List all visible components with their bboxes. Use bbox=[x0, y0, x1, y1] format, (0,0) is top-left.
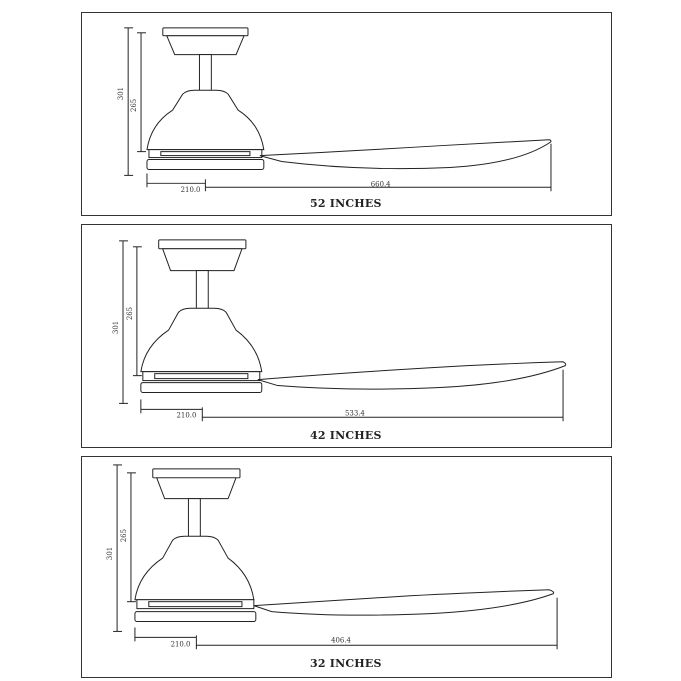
size-caption-42: 42 INCHES bbox=[310, 429, 382, 442]
blade-length-label: 660.4 bbox=[370, 180, 391, 189]
blade-length-label: 406.4 bbox=[331, 636, 351, 645]
hub-width-label: 210.0 bbox=[170, 640, 191, 649]
fan-drawing-52 bbox=[82, 13, 611, 215]
outer-height-label: 301 bbox=[117, 86, 126, 101]
hub-width-label: 210.0 bbox=[180, 186, 201, 195]
blade-length-label: 533.4 bbox=[345, 409, 365, 418]
fan-drawing-32 bbox=[82, 457, 611, 677]
inner-height-label: 265 bbox=[120, 529, 129, 543]
fan-diagram-panel-42 bbox=[81, 224, 612, 448]
size-caption-32: 32 INCHES bbox=[310, 657, 382, 670]
inner-height-label: 265 bbox=[130, 98, 139, 113]
outer-height-label: 301 bbox=[106, 546, 115, 561]
fan-diagram-panel-32 bbox=[81, 456, 612, 678]
hub-width-label: 210.0 bbox=[176, 411, 197, 420]
outer-height-label: 301 bbox=[112, 320, 121, 335]
size-caption-52: 52 INCHES bbox=[310, 197, 382, 210]
fan-drawing-42 bbox=[82, 225, 611, 447]
inner-height-label: 265 bbox=[125, 306, 134, 321]
fan-diagram-panel-52 bbox=[81, 12, 612, 216]
